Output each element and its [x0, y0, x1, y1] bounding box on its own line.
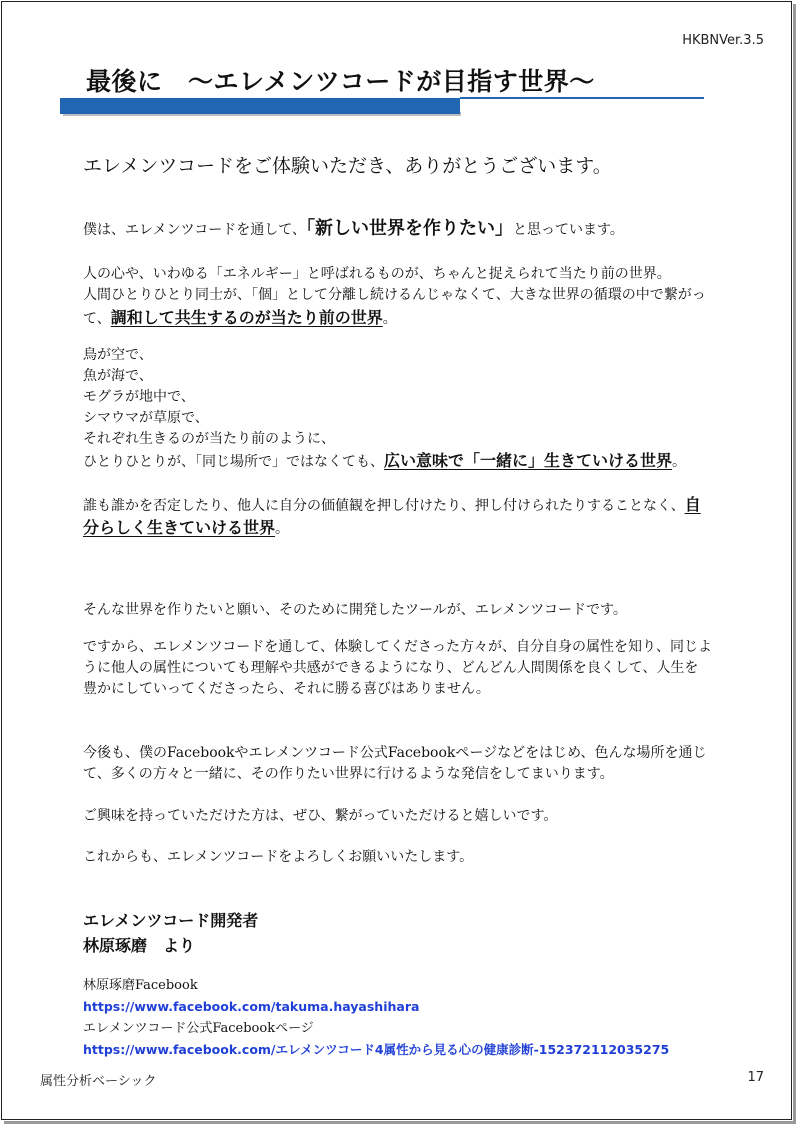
- poem-last-pre: ひとりひとりが、「同じ場所で」ではなくても、: [83, 454, 384, 470]
- personal-facebook-link[interactable]: https://www.facebook.com/takuma.hayashihara: [83, 999, 420, 1014]
- interest-paragraph: ご興味を持っていただけた方は、ぜひ、繋がっていただけると嬉しいです。: [83, 808, 558, 824]
- page-number: 17: [747, 1070, 764, 1085]
- signature: [83, 908, 258, 958]
- poem-line: 魚が海で、: [83, 368, 153, 384]
- intro-text-end: と思っています。: [513, 222, 624, 238]
- denial-emphasis-start: 自: [684, 495, 701, 514]
- page-title: 最後に ～エレメンツコードが目指す世界～: [86, 67, 595, 96]
- future-paragraph: [83, 743, 707, 785]
- official-facebook-label: エレメンツコード公式Facebookページ: [83, 1021, 314, 1036]
- poem-line: それぞれ生きるのが当たり前のように、: [83, 431, 335, 447]
- intro-emphasis: 「新しい世界を作りたい」: [306, 218, 514, 239]
- denial-line-2-post: 。: [275, 521, 290, 537]
- links-block: [83, 975, 669, 1061]
- title-underline: [460, 97, 704, 99]
- world-line-1: 人の心や、いわゆる「エネルギー」と呼ばれるものが、ちゃんと捉えられて当たり前の世界。: [83, 266, 671, 282]
- world-line-3-pre: て、: [83, 311, 111, 327]
- personal-facebook-label: 林原琢磨Facebook: [83, 978, 198, 993]
- intro-paragraph: [83, 218, 624, 241]
- poem-last-post: 。: [672, 454, 687, 470]
- signature-role: エレメンツコード開発者: [83, 911, 259, 930]
- denial-line-1-text: 誰も誰かを否定したり、他人に自分の価値観を押し付けたり、押し付けられたりすることなく、: [83, 498, 685, 514]
- title-bar: [60, 98, 460, 114]
- poem-line: 鳥が空で、: [83, 347, 153, 363]
- denial-line-1: [83, 494, 701, 517]
- footer-document-name: 属性分析ベーシック: [40, 1074, 157, 1089]
- poem-emphasis: 広い意味で「一緒に」生きていける世界: [384, 451, 673, 470]
- poem-line: モグラが地中で、: [83, 389, 195, 405]
- official-facebook-link[interactable]: https://www.facebook.com/エレメンツコード4属性から見る心の健康診断-152372112035275: [83, 1042, 670, 1057]
- hope-line: ですから、エレメンツコードを通して、体験してくださった方々が、自分自身の属性を知り、同じよ: [83, 639, 713, 655]
- future-line: 今後も、僕のFacebookやエレメンツコード公式Facebookページなどをはじめ、色んな場所を通じ: [83, 745, 707, 761]
- signature-name: 林原琢磨 より: [83, 936, 196, 955]
- greeting: エレメンツコードをご体験いただき、ありがとうございます。: [83, 155, 612, 177]
- hope-line: 豊かにしていってくださったら、それに勝る喜びはありません。: [83, 681, 490, 697]
- closing-paragraph: これからも、エレメンツコードをよろしくお願いいたします。: [83, 849, 474, 865]
- future-line: て、多くの方々と一緒に、その作りたい世界に行けるような発信をしてまいります。: [83, 766, 614, 782]
- world-line-3-post: 。: [382, 311, 397, 327]
- tool-paragraph: そんな世界を作りたいと願い、そのために開発したツールが、エレメンツコードです。: [83, 602, 627, 618]
- world-paragraph: [83, 264, 706, 330]
- hope-line: うに他人の属性についても理解や共感ができるようになり、どんどん人間関係を良くして、人生を: [83, 660, 699, 676]
- denial-paragraph: [83, 494, 701, 540]
- world-emphasis: 調和して共生するのが当たり前の世界: [110, 308, 383, 327]
- poem: [83, 345, 686, 473]
- version-label: HKBNVer.3.5: [682, 33, 764, 48]
- world-line-3: [83, 307, 706, 330]
- denial-emphasis-end: 分らしく生きていける世界: [83, 518, 276, 537]
- world-line-2: 人間ひとりひとり同士が、「個」として分離し続けるんじゃなくて、大きな世界の循環の中で繋がっ: [83, 287, 706, 303]
- poem-line: シマウマが草原で、: [83, 410, 209, 426]
- intro-text: 僕は、エレメンツコードを通して、: [83, 222, 307, 238]
- poem-last-line: [83, 450, 686, 473]
- denial-line-2: [83, 517, 701, 540]
- hope-paragraph: [83, 637, 712, 700]
